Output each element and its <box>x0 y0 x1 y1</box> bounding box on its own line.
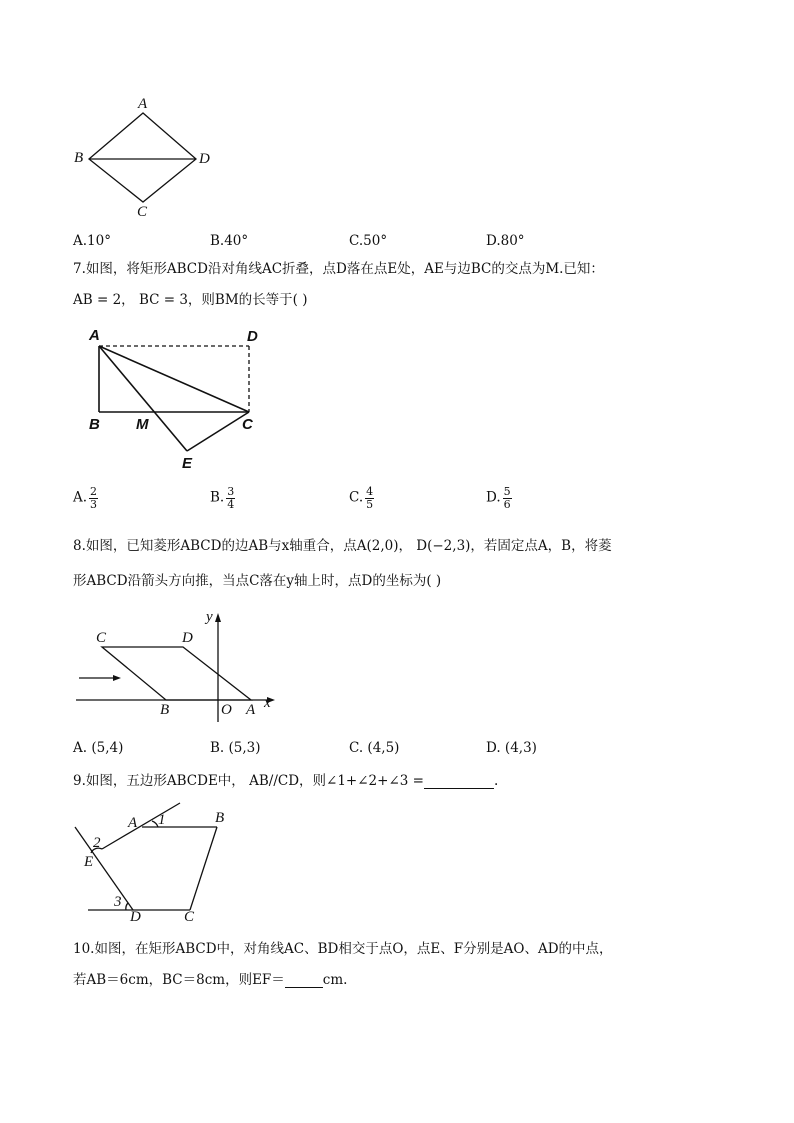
q10-question-line1: 10.如图，在矩形ABCD中，对角线AC、BD相交于点O，点E、F分别是AO、AD的中点， <box>73 941 613 957</box>
fig7-label-a: A <box>89 327 100 344</box>
fig6-label-a: A <box>138 96 148 112</box>
fig8-label-y: y <box>206 609 213 625</box>
q10-question-line2: 若AB＝6cm，BC＝8cm，则EF＝ cm. <box>73 972 348 988</box>
q8-question-line2: 形ABCD沿箭头方向推，当点C落在y轴上时，点D的坐标为( ) <box>73 573 442 589</box>
q6-option-c: C.50° <box>349 233 388 249</box>
q8-option-c: C. (4,5) <box>349 740 400 756</box>
fig8-label-o: O <box>221 702 232 718</box>
fig8-label-d: D <box>182 630 193 646</box>
fig9-label-1: 1 <box>158 812 166 828</box>
q6-option-d: D.80° <box>486 233 525 249</box>
q8-option-d: D. (4,3) <box>486 740 537 756</box>
q8-question-line1: 8.如图，已知菱形ABCD的边AB与x轴重合，点A(2,0)， D(−2,3)，若固定点A，B，将菱 <box>73 538 612 554</box>
fig9-label-a: A <box>128 815 138 831</box>
fig7-label-d: D <box>247 328 258 345</box>
q8-option-a: A. (5,4) <box>73 740 124 756</box>
q9-question: 9.如图，五边形ABCDE中， AB//CD，则∠1+∠2+∠3 = . <box>73 773 499 789</box>
fig9-label-c: C <box>184 909 195 925</box>
q7-question-line2: AB = 2， BC = 3，则BM的长等于( ) <box>73 292 308 308</box>
fig7-label-e: E <box>182 455 193 472</box>
fig8-label-x: x <box>264 695 271 711</box>
fig9-label-b: B <box>215 810 225 826</box>
fig8-label-c: C <box>96 630 107 646</box>
fig6-label-c: C <box>137 204 148 220</box>
fig6-label-b: B <box>74 150 84 166</box>
fig8-label-b: B <box>160 702 170 718</box>
fig9-label-d: D <box>130 909 141 925</box>
fig7-label-m: M <box>136 416 149 433</box>
fig9-label-2: 2 <box>93 835 101 851</box>
q7-option-c: C. $\frac{4}{5}$ <box>349 485 374 511</box>
fig7-label-c: C <box>242 416 253 433</box>
fig8-label-a: A <box>246 702 256 718</box>
q7-option-d: D. $\frac{5}{6}$ <box>486 485 511 511</box>
q7-option-a: A. $\frac{2}{3}$ <box>73 485 98 511</box>
q6-option-a: A.10° <box>73 233 111 249</box>
q8-option-b: B. (5,3) <box>210 740 261 756</box>
fig6-label-d: D <box>199 151 210 167</box>
fig9-label-3: 3 <box>114 894 122 910</box>
q6-option-b: B.40° <box>210 233 249 249</box>
q7-question-line1: 7.如图，将矩形ABCD沿对角线AC折叠，点D落在点E处，AE与边BC的交点为M.已知： <box>73 261 604 277</box>
fig7-label-b: B <box>89 416 100 433</box>
q10-answer-blank[interactable] <box>285 975 323 988</box>
q7-option-b: B. $\frac{3}{4}$ <box>210 485 235 511</box>
fig9-label-e: E <box>84 854 94 870</box>
